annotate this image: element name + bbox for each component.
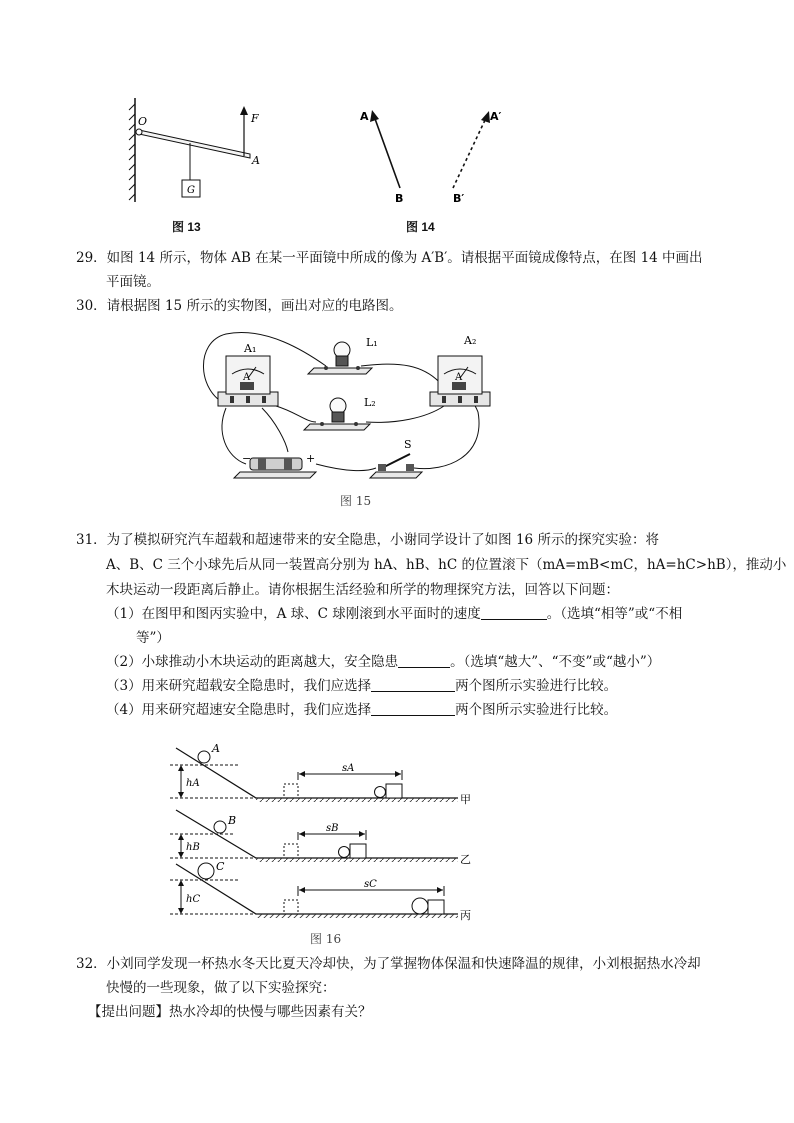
object-ab — [374, 116, 400, 188]
height-label-c: hC — [186, 894, 201, 905]
sub-2-text-b: 。（选填“越大”、“不变”或“越小”） — [450, 654, 661, 670]
sub-1-text-b: 。（选填“相等”或“不相 — [546, 606, 683, 622]
answer-blank-3[interactable] — [371, 677, 455, 692]
figure-15 — [196, 322, 496, 490]
figure-14-caption: 图 14 — [406, 220, 435, 234]
label-f: F — [251, 112, 259, 125]
figure-13 — [120, 92, 270, 212]
sub-1-text-a: （1）在图甲和图丙实验中，A 球、C 球刚滚到水平面时的速度 — [106, 606, 481, 622]
dist-label-a: sA — [342, 763, 355, 774]
switch-s — [370, 454, 422, 478]
question-31-line-3: 木块运动一段距离后静止。请你根据生活经验和所学的物理探究方法，回答以下问题： — [106, 582, 619, 598]
question-31-sub-3 — [106, 676, 617, 696]
question-31-sub-1-cont: 等”） — [136, 630, 170, 646]
height-label-b: hB — [186, 842, 200, 853]
pivot-o — [136, 129, 142, 135]
dist-label-b: sB — [326, 823, 339, 834]
height-label-a: hA — [186, 778, 200, 789]
figure-15-caption: 图 15 — [340, 494, 372, 508]
question-30-line-1: 30．请根据图 15 所示的实物图，画出对应的电路图。 — [76, 298, 403, 314]
row-bing — [170, 863, 458, 918]
label-a-prime: A′ — [490, 110, 502, 123]
answer-blank-4[interactable] — [371, 701, 455, 716]
question-29-line-2: 平面镜。 — [106, 274, 160, 290]
question-31-sub-2 — [106, 652, 660, 672]
question-31-line-2: A、B、C 三个小球先后从同一装置高分别为 hA、hB、hC 的位置滚下（mA=mB<mC，hA=hC>hB），推动小 — [106, 557, 787, 573]
figure-13-caption: 图 13 — [172, 220, 201, 234]
question-31-sub-1 — [106, 604, 682, 624]
label-a: A — [252, 154, 260, 167]
battery-plus: + — [306, 452, 316, 465]
question-32-line-1: 32．小刘同学发现一杯热水冬天比夏天冷却快，为了掌握物体保温和快速降温的规律，小刘根据热水冷却 — [76, 956, 701, 972]
label-a1: A₁ — [244, 342, 257, 355]
row-name-yi: 乙 — [460, 853, 471, 866]
label-a2: A₂ — [464, 334, 477, 347]
meter-a1-symbol: A — [243, 372, 251, 383]
image-ab — [453, 118, 486, 188]
row-name-jia: 甲 — [460, 793, 471, 806]
sub-4-text-b: 两个图所示实验进行比较。 — [455, 702, 618, 718]
answer-blank-2[interactable] — [398, 653, 450, 668]
question-31-line-1: 31．为了模拟研究汽车超载和超速带来的安全隐患，小谢同学设计了如图 16 所示的探究实验：将 — [76, 532, 659, 548]
label-a: A — [360, 110, 369, 123]
dist-label-c: sC — [364, 879, 377, 890]
row-yi — [170, 810, 458, 862]
sub-3-text-b: 两个图所示实验进行比较。 — [455, 678, 618, 694]
figure-16 — [160, 740, 500, 928]
label-o: O — [138, 115, 148, 128]
ball-label-c: C — [216, 860, 225, 873]
question-32-line-3: 【提出问题】热水冷却的快慢与哪些因素有关？ — [88, 1004, 372, 1020]
question-31-sub-4 — [106, 700, 617, 720]
figure-16-caption: 图 16 — [310, 932, 342, 946]
row-jia — [170, 748, 458, 802]
label-s: S — [404, 438, 412, 451]
bulb-l2 — [304, 398, 370, 430]
answer-blank-1[interactable] — [481, 605, 547, 620]
sub-3-text-a: （3）用来研究超载安全隐患时，我们应选择 — [106, 678, 372, 694]
label-b-prime: B′ — [453, 192, 465, 205]
lever-bar — [139, 130, 250, 158]
battery-minus: − — [242, 452, 252, 465]
meter-a2-symbol: A — [455, 372, 463, 383]
row-name-bing: 丙 — [460, 909, 471, 922]
sub-2-text-a: （2）小球推动小木块运动的距离越大，安全隐患 — [106, 654, 399, 670]
question-29-line-1: 29．如图 14 所示，物体 AB 在某一平面镜中所成的像为 A′B′。请根据平面镜成像特点，在图 14 中画出 — [76, 250, 703, 266]
question-32-line-2: 快慢的一些现象，做了以下实验探究： — [106, 980, 336, 996]
sub-4-text-a: （4）用来研究超速安全隐患时，我们应选择 — [106, 702, 372, 718]
bulb-l1 — [308, 342, 372, 374]
label-l1: L₁ — [366, 336, 378, 349]
label-l2: L₂ — [364, 396, 376, 409]
figure-14 — [350, 100, 520, 210]
wall — [129, 98, 135, 202]
ball-label-a: A — [212, 742, 220, 755]
label-g: G — [187, 185, 195, 196]
ball-label-b: B — [228, 814, 237, 827]
label-b: B — [395, 192, 404, 205]
